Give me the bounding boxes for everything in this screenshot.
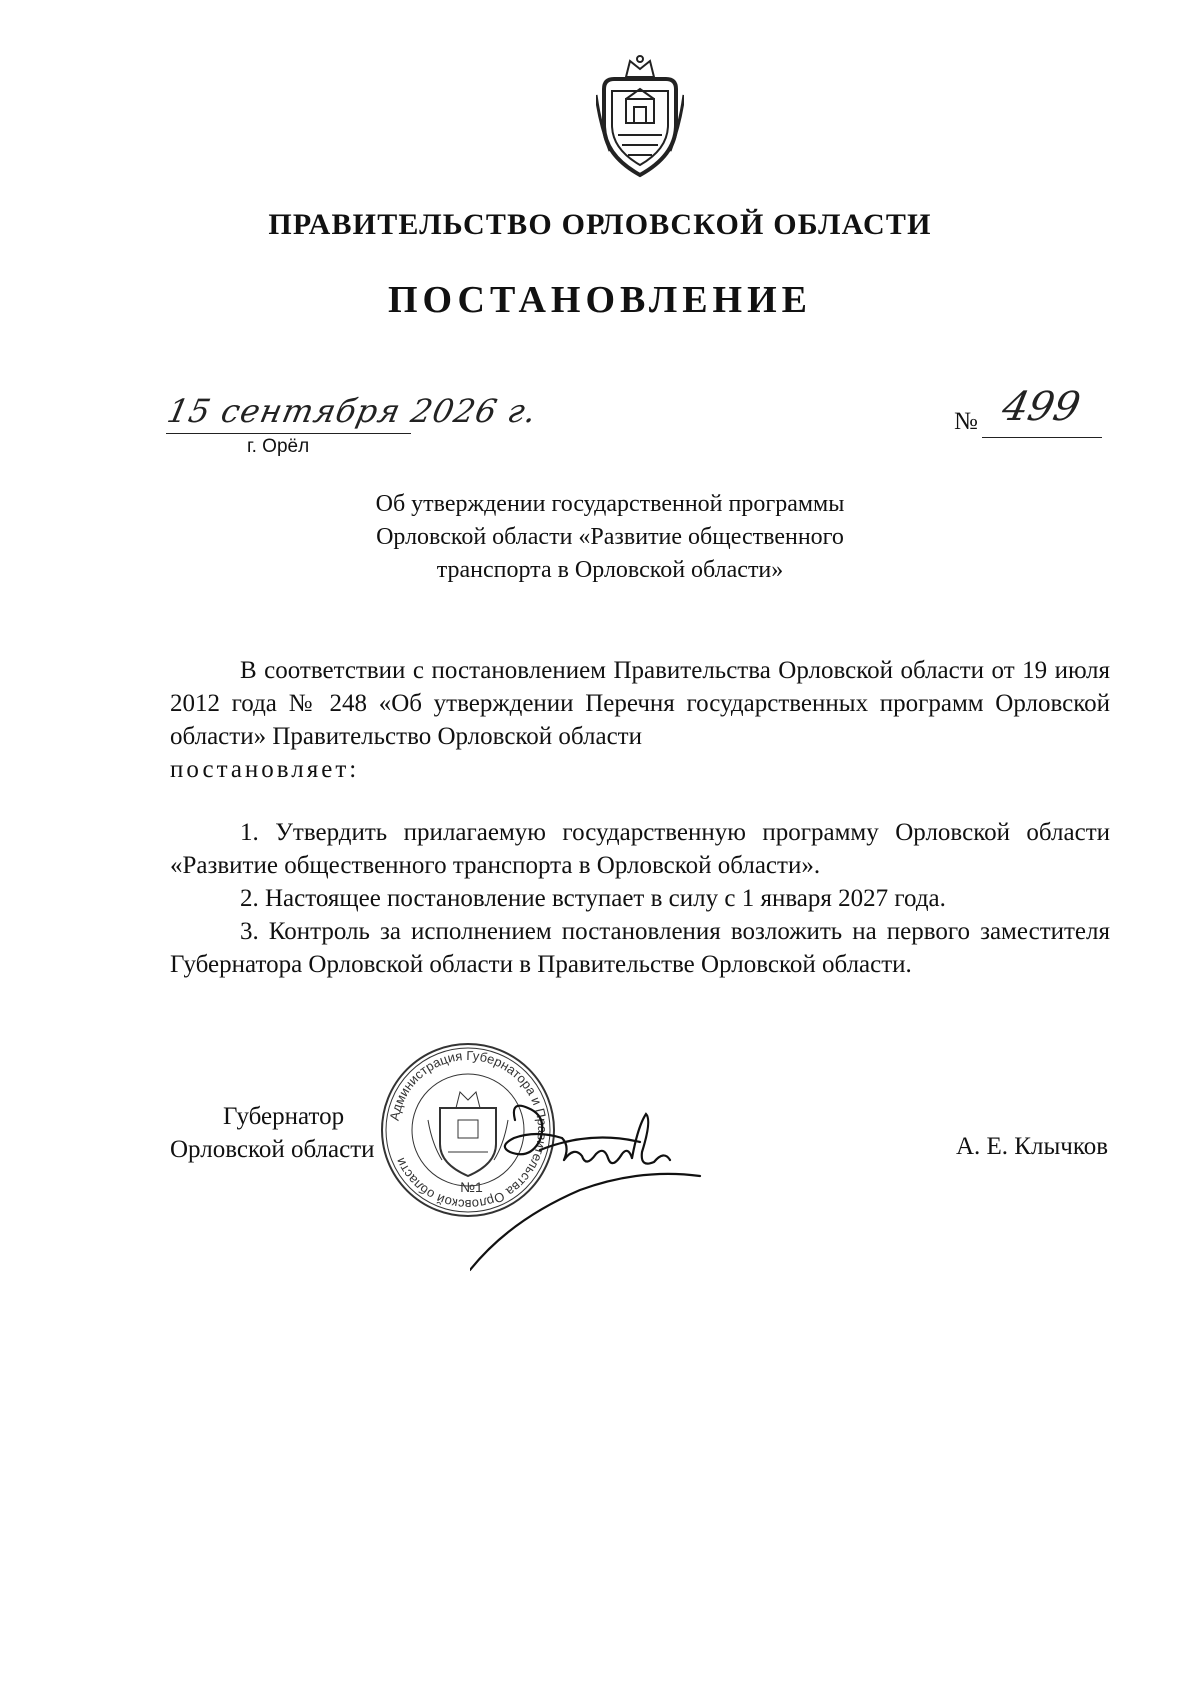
decree-items <box>170 816 1110 981</box>
decree-word: постановляет: <box>170 756 360 783</box>
handwritten-date: 15 сентября 2026 г. <box>163 392 541 430</box>
preamble-paragraph <box>170 654 1110 786</box>
document-subject <box>300 488 920 587</box>
number-underline <box>982 437 1102 438</box>
seal-text: Администрация Губернатора и Правительства Орловской области <box>386 1047 551 1213</box>
decree-item: 1. Утвердить прилагаемую государственную программу Орловской области «Развитие общественного транспорта в Орловской области». <box>170 819 1110 879</box>
decree-item: 2. Настоящее постановление вступает в силу с 1 января 2027 года. <box>240 885 946 912</box>
document-type: ПОСТАНОВЛЕНИЕ <box>387 279 813 321</box>
handwritten-signature <box>470 1090 720 1280</box>
preamble-text: В соответствии с постановлением Правительства Орловской области от 19 июля 2012 года № 248 «Об утверждении Перечня государственных программ Орловской области» Правительство Орловской области <box>170 657 1110 750</box>
coat-of-arms-icon <box>596 55 684 180</box>
organization-title: ПРАВИТЕЛЬСТВО ОРЛОВСКОЙ ОБЛАСТИ <box>268 208 932 241</box>
position-line: Губернатор <box>223 1103 345 1130</box>
city-label: г. Орёл <box>247 436 310 457</box>
date-underline <box>166 433 411 434</box>
position-line: Орловской области <box>170 1136 375 1163</box>
number-sign: № <box>954 408 978 435</box>
handwritten-number: 499 <box>998 384 1085 430</box>
subject-line: Об утверждении государственной программы <box>375 491 845 517</box>
signer-name: А. Е. Клычков <box>955 1133 1108 1160</box>
subject-line: Орловской области «Развитие общественного <box>376 524 844 550</box>
signer-position <box>170 1100 375 1166</box>
subject-line: транспорта в Орловской области» <box>436 557 784 583</box>
decree-item: 3. Контроль за исполнением постановления возложить на первого заместителя Губернатора Орловской области в Правительстве Орловской области. <box>170 918 1110 978</box>
seal-number: №1 <box>460 1179 483 1195</box>
